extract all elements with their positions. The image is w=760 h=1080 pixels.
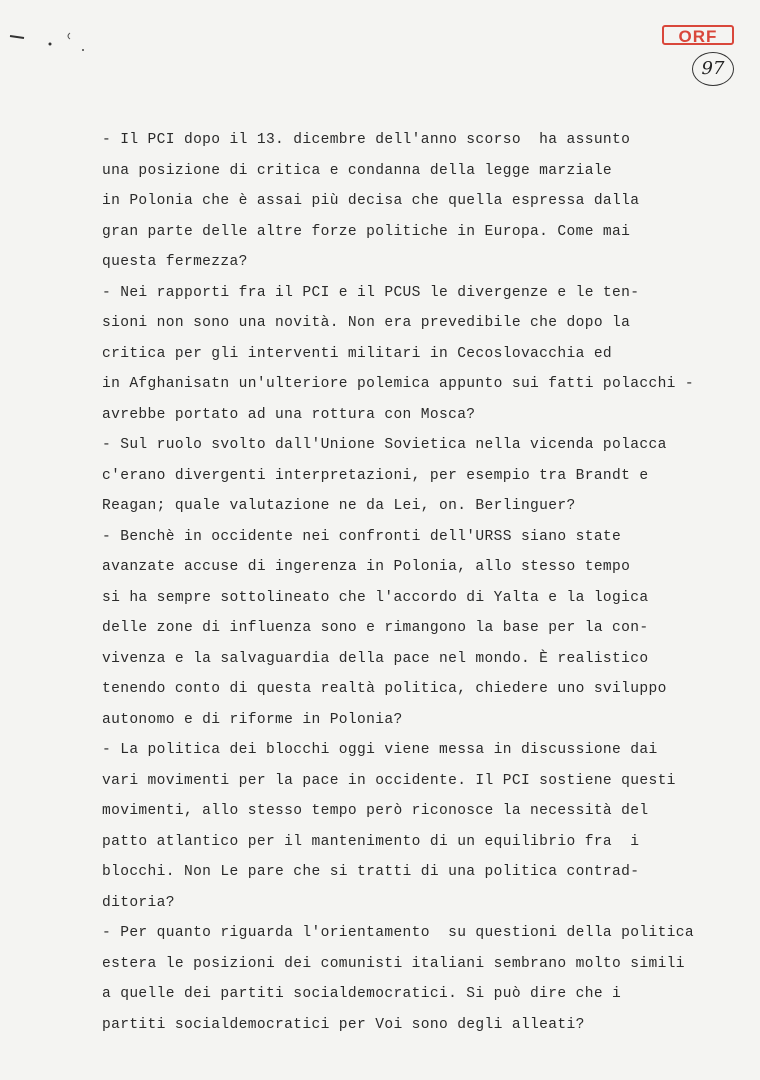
text-line: si ha sempre sottolineato che l'accordo di Yalta e la logica bbox=[102, 589, 649, 606]
text-line: - Sul ruolo svolto dall'Unione Sovietica nella vicenda polacca bbox=[102, 437, 667, 453]
text-line: - Il PCI dopo il 13. dicembre dell'anno scorso ha assunto bbox=[102, 132, 631, 148]
text-line: - Nei rapporti fra il PCI e il PCUS le divergenze e le ten- bbox=[102, 284, 640, 301]
text-line: tenendo conto di questa realtà politica, chiedere uno sviluppo bbox=[102, 681, 667, 697]
speck-dot bbox=[82, 49, 84, 51]
text-line: in Polonia che è assai più decisa che quella espressa dalla bbox=[102, 193, 640, 209]
handwritten-page-number: 97 bbox=[692, 52, 734, 86]
text-line: estera le posizioni dei comunisti italiani sembrano molto simili bbox=[102, 955, 685, 972]
text-line: partiti socialdemocratici per Voi sono degli alleati? bbox=[102, 1016, 585, 1033]
orf-stamp: ORF bbox=[662, 25, 734, 45]
text-line: una posizione di critica e condanna della legge marziale bbox=[102, 162, 613, 179]
scan-specks bbox=[0, 0, 760, 120]
text-line: vivenza e la salvaguardia della pace nel mondo. È realistico bbox=[102, 650, 649, 667]
text-line: patto atlantico per il mantenimento di un equilibrio fra i bbox=[102, 833, 640, 850]
text-line: a quelle dei partiti socialdemocratici. Si può dire che i bbox=[102, 986, 622, 1002]
body-text bbox=[102, 125, 722, 1040]
text-line: Reagan; quale valutazione ne da Lei, on. Berlinguer? bbox=[102, 498, 576, 514]
text-line: critica per gli interventi militari in Cecoslovacchia ed bbox=[102, 345, 613, 362]
speck-curve bbox=[68, 33, 70, 39]
text-line: blocchi. Non Le pare che si tratti di una politica contrad- bbox=[102, 864, 640, 880]
speck-mark bbox=[10, 36, 24, 38]
text-line: gran parte delle altre forze politiche in Europa. Come mai bbox=[102, 223, 631, 240]
text-line: avrebbe portato ad una rottura con Mosca? bbox=[102, 406, 476, 423]
text-line: - Per quanto riguarda l'orientamento su questioni della politica bbox=[102, 925, 694, 941]
speck-dot bbox=[49, 43, 52, 46]
text-line: questa fermezza? bbox=[102, 254, 248, 270]
text-line: movimenti, allo stesso tempo però riconosce la necessità del bbox=[102, 803, 649, 819]
text-line: c'erano divergenti interpretazioni, per esempio tra Brandt e bbox=[102, 467, 649, 484]
text-line: delle zone di influenza sono e rimangono la base per la con- bbox=[102, 620, 649, 636]
text-line: vari movimenti per la pace in occidente. Il PCI sostiene questi bbox=[102, 772, 676, 789]
text-line: ditoria? bbox=[102, 894, 175, 911]
text-line: in Afghanisatn un'ulteriore polemica appunto sui fatti polacchi - bbox=[102, 376, 694, 392]
text-line: avanzate accuse di ingerenza in Polonia, allo stesso tempo bbox=[102, 559, 631, 575]
text-line: autonomo e di riforme in Polonia? bbox=[102, 711, 403, 728]
text-line: - La politica dei blocchi oggi viene messa in discussione dai bbox=[102, 742, 658, 758]
text-line: sioni non sono una novità. Non era prevedibile che dopo la bbox=[102, 315, 631, 331]
text-line: - Benchè in occidente nei confronti dell'URSS siano state bbox=[102, 528, 622, 545]
